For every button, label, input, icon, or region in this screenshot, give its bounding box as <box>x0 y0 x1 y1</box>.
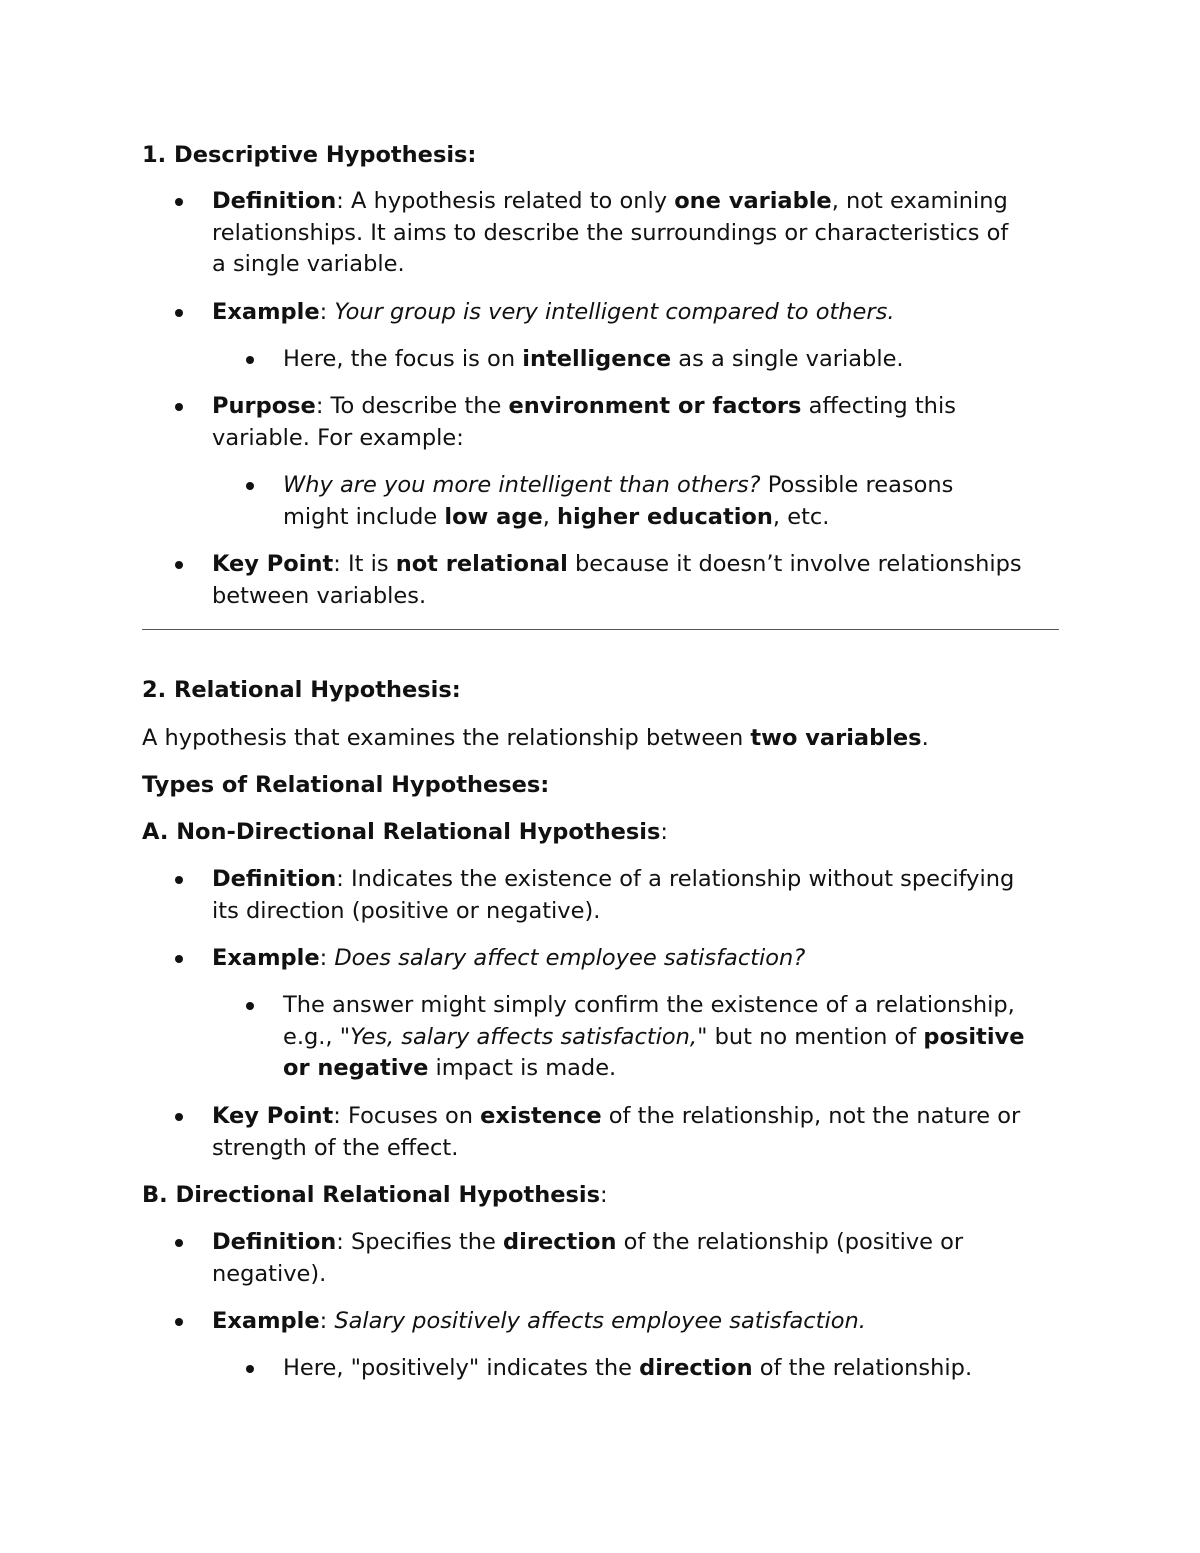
section1-definition: Definition: A hypothesis related to only one variable, not examining relationships. It aims to describe the surroundings or characteristics of a single variable. <box>212 188 1009 277</box>
bullet-icon <box>175 309 183 317</box>
bullet-icon <box>246 482 254 490</box>
section1-key-point: Key Point: It is not relational because it doesn’t involve relationships between variables. <box>212 551 1022 609</box>
section1-purpose: Purpose: To describe the environment or factors affecting this variable. For example: <box>212 393 956 451</box>
subsection-a-example: Example: Does salary affect employee satisfaction? <box>212 945 806 971</box>
bullet-icon <box>175 1239 183 1247</box>
types-title: Types of Relational Hypotheses: <box>142 772 550 798</box>
bullet-icon <box>175 1318 183 1326</box>
bullet-icon <box>175 955 183 963</box>
subsection-b-title: B. Directional Relational Hypothesis: <box>142 1182 608 1208</box>
bullet-icon <box>246 1365 254 1373</box>
bullet-icon <box>246 356 254 364</box>
bullet-icon <box>175 876 183 884</box>
subsection-a-definition: Definition: Indicates the existence of a relationship without specifying its direction (positive or negative). <box>212 866 1015 924</box>
subsection-a-example-detail: The answer might simply confirm the existence of a relationship, e.g., "Yes, salary affects satisfaction," but no mention of positive or negative impact is made. <box>283 992 1025 1081</box>
section-divider <box>142 629 1059 630</box>
section2-title: 2. Relational Hypothesis: <box>142 677 461 703</box>
section1-purpose-detail: Why are you more intelligent than others? Possible reasons might include low age, higher education, etc. <box>283 472 954 530</box>
section1-example: Example: Your group is very intelligent compared to others. <box>212 299 895 325</box>
subsection-b-example-detail: Here, "positively" indicates the direction of the relationship. <box>283 1355 973 1381</box>
section1-example-detail: Here, the focus is on intelligence as a single variable. <box>283 346 904 372</box>
section2-intro: A hypothesis that examines the relationship between two variables. <box>142 725 929 751</box>
bullet-icon <box>175 1113 183 1121</box>
subsection-b-example: Example: Salary positively affects employee satisfaction. <box>212 1308 866 1334</box>
section1-title: 1. Descriptive Hypothesis: <box>142 142 477 168</box>
bullet-icon <box>246 1002 254 1010</box>
subsection-a-title: A. Non-Directional Relational Hypothesis: <box>142 819 668 845</box>
subsection-b-definition: Definition: Specifies the direction of the relationship (positive or negative). <box>212 1229 964 1287</box>
bullet-icon <box>175 561 183 569</box>
subsection-a-key-point: Key Point: Focuses on existence of the relationship, not the nature or strength of the effect. <box>212 1103 1021 1161</box>
bullet-icon <box>175 403 183 411</box>
bullet-icon <box>175 198 183 206</box>
